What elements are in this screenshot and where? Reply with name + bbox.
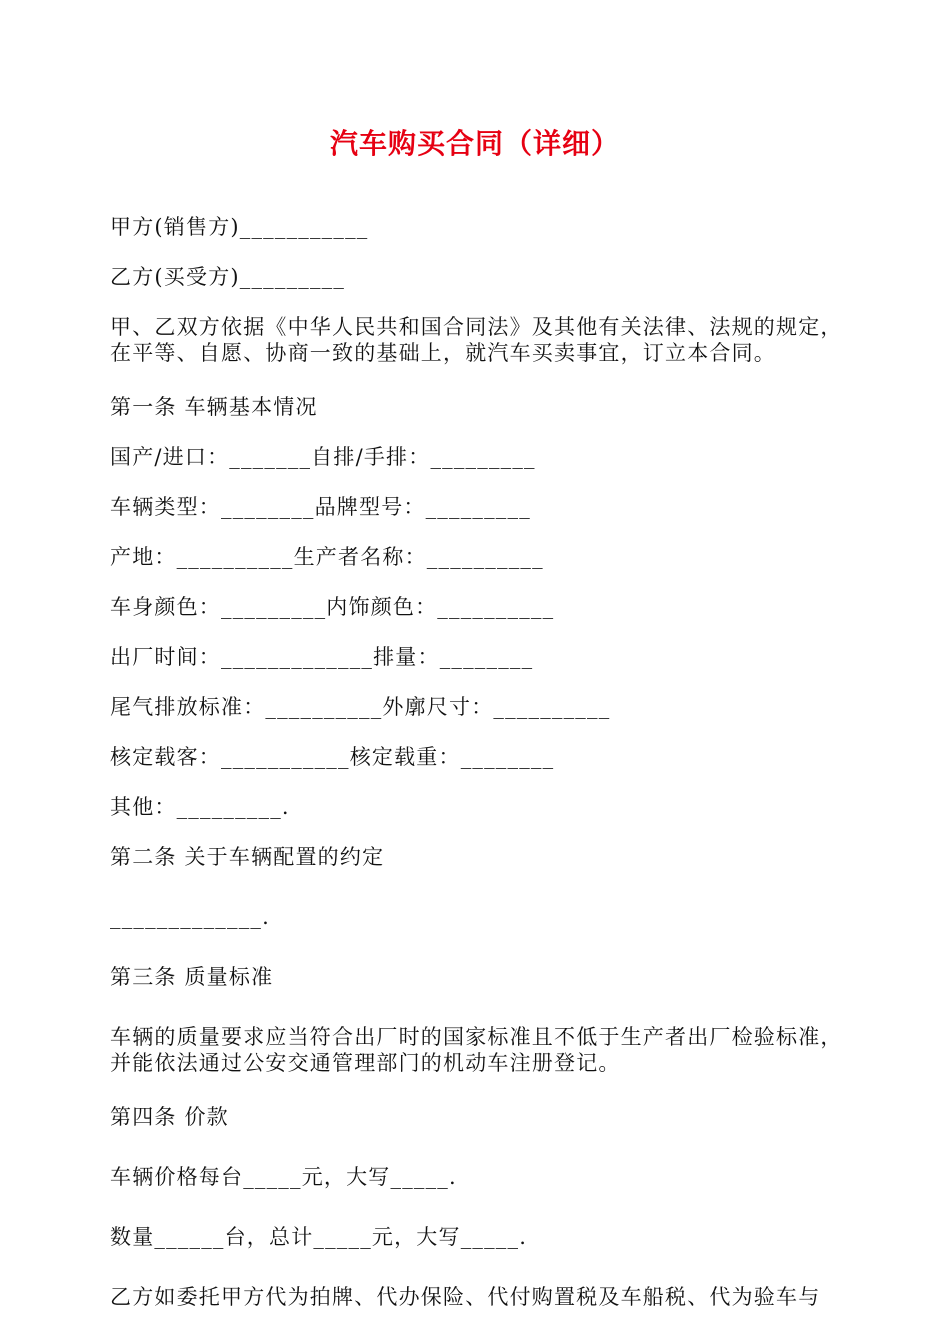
configuration-blank-line: _____________. <box>110 905 270 929</box>
commission-paragraph: 乙方如委托甲方代为拍牌、代办保险、代付购置税及车船税、代为验车与 <box>110 1285 821 1309</box>
document-body <box>110 214 855 1310</box>
passenger-load-line: 核定载客：___________核定载重：________ <box>110 745 555 769</box>
unit-price-line: 车辆价格每台_____元，大写_____. <box>110 1165 457 1189</box>
origin-manufacturer-line: 产地：__________生产者名称：__________ <box>110 545 544 569</box>
quantity-total-line: 数量______台，总计_____元，大写_____. <box>110 1225 528 1249</box>
other-line: 其他：_________. <box>110 795 290 819</box>
article-four-heading: 第四条 价款 <box>110 1105 229 1129</box>
article-one-heading: 第一条 车辆基本情况 <box>110 395 318 419</box>
color-interior-line: 车身颜色：_________内饰颜色：__________ <box>110 595 555 619</box>
emission-dimension-line: 尾气排放标准：__________外廓尺寸：__________ <box>110 695 611 719</box>
article-two-heading: 第二条 关于车辆配置的约定 <box>110 845 385 869</box>
date-displacement-line: 出厂时间：_____________排量：________ <box>110 645 534 669</box>
document-title: 汽车购买合同（详细） <box>329 127 620 160</box>
quality-paragraph: 车辆的质量要求应当符合出厂时的国家标准且不低于生产者出厂检验标准， 并能依法通过公安交通管理部门的机动车注册登记。 <box>110 1025 843 1075</box>
preamble-paragraph: 甲、乙双方依据《中华人民共和国合同法》及其他有关法律、法规的规定， 在平等、自愿、协商一致的基础上，就汽车买卖事宜，订立本合同。 <box>110 315 843 365</box>
party-b-line: 乙方(买受方)_________ <box>110 265 346 289</box>
article-three-heading: 第三条 质量标准 <box>110 965 274 989</box>
vehicle-type-brand-line: 车辆类型：________品牌型号：_________ <box>110 495 531 519</box>
party-a-line: 甲方(销售方)___________ <box>110 215 369 239</box>
origin-transmission-line: 国产/进口：_______自排/手排：_________ <box>110 445 536 469</box>
